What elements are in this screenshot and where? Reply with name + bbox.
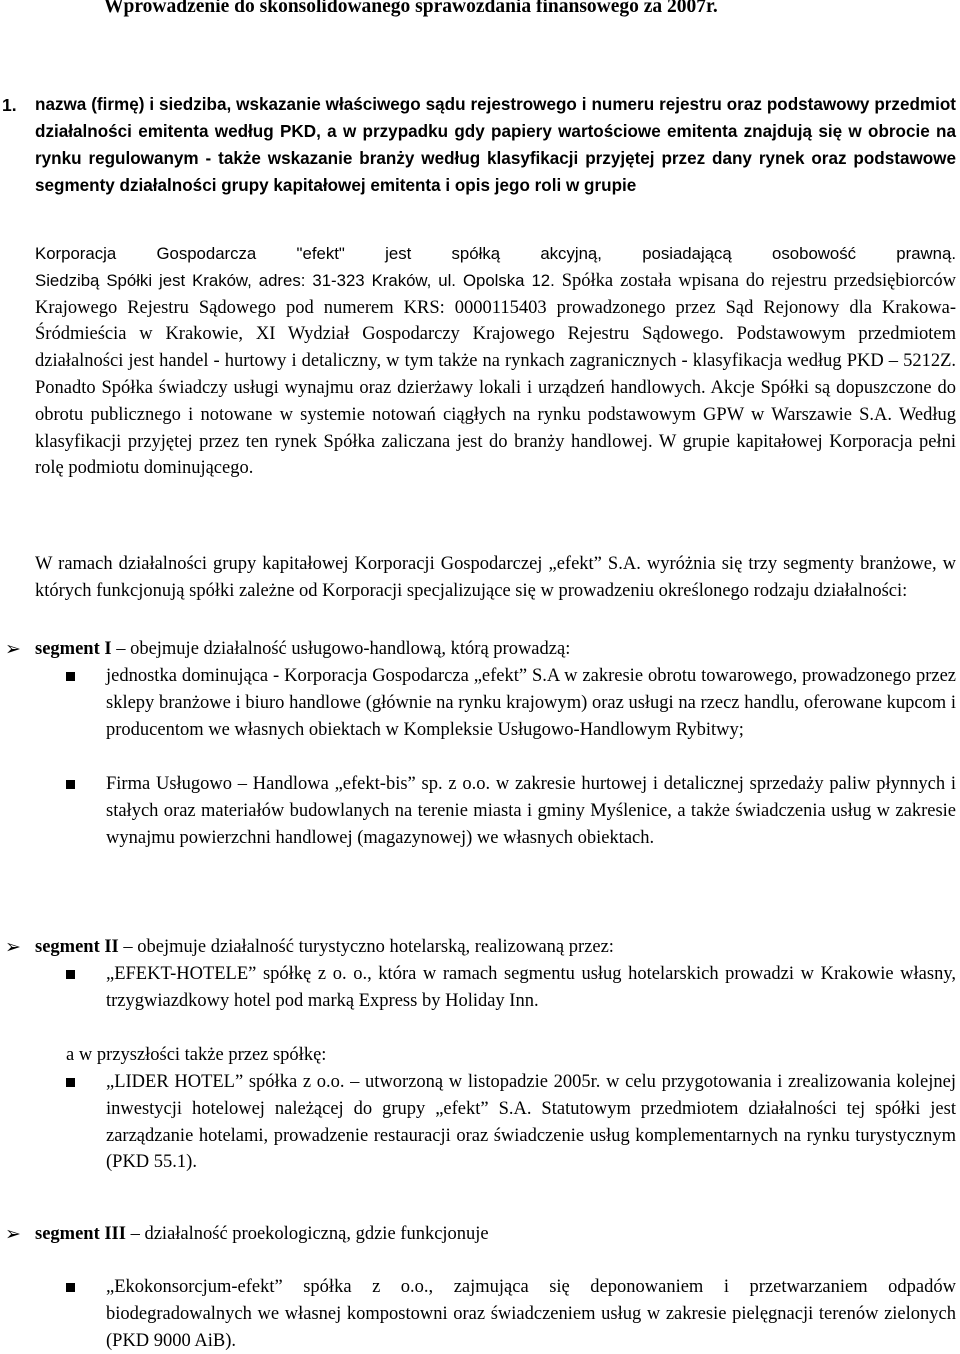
document-title: Wprowadzenie do skonsolidowanego sprawozdania finansowego za 2007r.: [104, 0, 718, 17]
square-bullet-icon: [66, 1078, 75, 1087]
arrow-bullet-icon: ➢: [5, 1223, 21, 1245]
segment-2-future-item: „LIDER HOTEL” spółka z o.o. – utworzoną w listopadzie 2005r. w celu przygotowania i zrealizowania kolejnej inwestycji hotelowej należącej do grupy „efekt” S.A. Statutowym przedmiotem działalności tej spółki jest zarządzanie hotelami, prowadzenie restauracji oraz świadczenie usług komplementarnych na rynku turystycznym (PKD 55.1).: [106, 1072, 956, 1173]
segment-2-future-note: a w przyszłości także przez spółkę:: [66, 1045, 327, 1065]
intro-line-1: Korporacja Gospodarcza "efekt" jest spółką akcyjną, posiadającą osobowość prawną.: [35, 244, 956, 263]
intro-line-2: Siedzibą Spółki jest Kraków, adres: 31-323 Kraków, ul. Opolska 12.: [35, 270, 555, 290]
section-number: 1.: [2, 95, 17, 115]
segment-3-label: segment III: [35, 1224, 126, 1244]
segment-3-item: „Ekokonsorcjum-efekt” spółka z o.o., zajmująca się deponowaniem i przetwarzaniem odpadów biodegradowalnych we własnej kompostowni oraz świadczeniem usług w zakresie pielęgnacji terenów zielonych (PKD 9000 AiB).: [106, 1277, 956, 1351]
square-bullet-icon: [66, 780, 75, 789]
section-heading: nazwa (firmę) i siedziba, wskazanie właściwego sądu rejestrowego i numeru rejestru oraz podstawowy przedmiot działalności emitenta według PKD, a w przypadku gdy papiery wartościowe emitenta znajdują się w obrocie na rynku regulowanym - także wskazanie branży według klasyfikacji przyjętej przez dany rynek oraz podstawowe segmenty działalności grupy kapitałowej emitenta i opis jego roli w grupie: [35, 95, 956, 195]
intro-paragraph: [35, 241, 956, 482]
segment-1-item: jednostka dominująca - Korporacja Gospodarcza „efekt” S.A w zakresie obrotu towarowego, prowadzonego przez sklepy branżowe i biuro handlowe (głównie na rynku krajowym) oraz usługi na rzecz handlu, oferowane kupcom i producentom we własnych obiektach w Kompleksie Usługowo-Handlowym Rybitwy;: [106, 666, 956, 740]
segment-1-label: segment I: [35, 639, 112, 659]
segment-2-description: – obejmuje działalność turystyczno hotelarską, realizowaną przez:: [118, 937, 614, 957]
segment-1-item: Firma Usługowo – Handlowa „efekt-bis” sp. z o.o. w zakresie hurtowej i detalicznej sprzedaży paliw płynnych i stałych oraz materiałów budowlanych na terenie miasta i gminy Myślenice, a także świadczenia usług w zakresie wynajmu powierzchni handlowej (magazynowej) we własnych obiektach.: [106, 774, 956, 848]
square-bullet-icon: [66, 1283, 75, 1292]
segment-2-item: „EFEKT-HOTELE” spółkę z o. o., która w ramach segmentu usług hotelarskich prowadzi w Krakowie własny, trzygwiazdkowy hotel pod marką Express by Holiday Inn.: [106, 964, 956, 1011]
square-bullet-icon: [66, 970, 75, 979]
segment-3-heading: [35, 1221, 956, 1248]
segment-3-description: – działalność proekologiczną, gdzie funkcjonuje: [125, 1224, 489, 1244]
arrow-bullet-icon: ➢: [5, 936, 21, 958]
intro-rest: Spółka została wpisana do rejestru przedsiębiorców Krajowego Rejestru Sądowego pod numerem KRS: 0000115403 prowadzonego przez Sąd Rejonowy dla Krakowa-Śródmieścia w Krakowie, XI Wydział Gospodarczy Krajowego Rejestru Sądowego. Podstawowym przedmiotem działalności jest handel - hurtowy i detaliczny, w tym także na rynkach zagranicznych - klasyfikacja według PKD – 5212Z. Ponadto Spółka świadczy usługi wynajmu oraz dzierżawy lokali i urządzeń handlowych. Akcje Spółki są dopuszczone do obrotu publicznego i notowane w systemie notowań ciągłych na rynku podstawowym GPW w Warszawie S.A. Według klasyfikacji przyjętej przez ten rynek Spółka zaliczana jest do branży handlowej. W grupie kapitałowej Korporacja pełni rolę podmiotu dominującego.: [35, 270, 957, 479]
segment-2-heading: [35, 934, 956, 961]
square-bullet-icon: [66, 672, 75, 681]
segments-intro-paragraph: W ramach działalności grupy kapitałowej Korporacji Gospodarczej „efekt” S.A. wyróżnia się trzy segmenty branżowe, w których funkcjonują spółki zależne od Korporacji specjalizujące się w prowadzeniu określonego rodzaju działalności:: [35, 554, 956, 601]
segment-1-heading: [35, 636, 956, 663]
arrow-bullet-icon: ➢: [5, 638, 21, 660]
segment-2-label: segment II: [35, 937, 119, 957]
segment-1-description: – obejmuje działalność usługowo-handlową, którą prowadzą:: [111, 639, 571, 659]
